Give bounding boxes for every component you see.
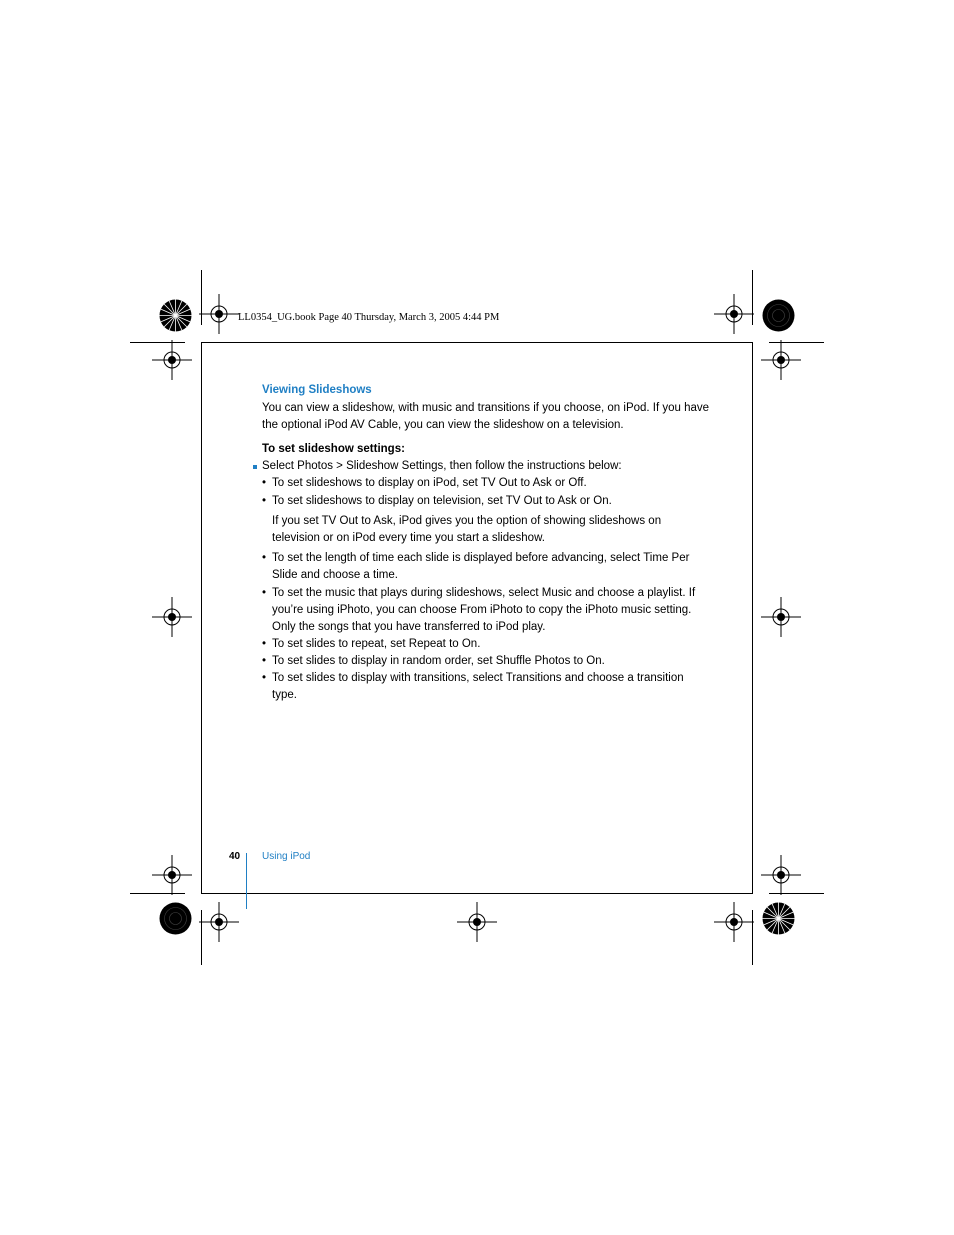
list-item-line: you’re using iPhoto, you can choose From iPhoto to copy the iPhoto music setting. [272, 604, 692, 616]
note-line: If you set TV Out to Ask, iPod gives you the option of showing slideshows on [272, 515, 662, 527]
list-item-line: To set slides to display with transitions, select Transitions and choose a transition [272, 672, 684, 684]
chapter-name: Using iPod [262, 851, 311, 862]
star-target-icon [762, 902, 795, 935]
intro-line: You can view a slideshow, with music and transitions if you choose, on iPod. If you have [262, 402, 710, 414]
bullet-dot-icon: • [262, 552, 267, 564]
intro-line: the optional iPod AV Cable, you can view the slideshow on a television. [262, 419, 624, 431]
task-title: To set slideshow settings: [262, 443, 405, 455]
bullet-dot-icon: • [262, 655, 267, 667]
slug-line: LL0354_UG.book Page 40 Thursday, March 3, 2005 4:44 PM [238, 312, 500, 323]
frame-bottom [201, 893, 753, 894]
frame-left [201, 342, 202, 894]
frame-top [201, 342, 753, 343]
bullet-dot-icon: • [262, 587, 267, 599]
footer-rule [246, 853, 247, 909]
star-target-icon [762, 299, 795, 332]
list-item-line: To set slideshows to display on television, set TV Out to Ask or On. [272, 495, 612, 507]
list-item-line: Slide and choose a time. [272, 569, 398, 581]
bullet-dot-icon: • [262, 638, 267, 650]
star-target-icon [159, 299, 192, 332]
list-item-line: To set the music that plays during slideshows, select Music and choose a playlist. If [272, 587, 696, 599]
page-number: 40 [229, 851, 241, 862]
list-item-line: To set the length of time each slide is displayed before advancing, select Time Per [272, 552, 690, 564]
list-item-line: To set slideshows to display on iPod, set TV Out to Ask or Off. [272, 477, 587, 489]
list-item-line: Only the songs that you have transferred to iPod play. [272, 621, 546, 633]
list-item-line: type. [272, 689, 297, 701]
list-item-line: To set slides to display in random order, set Shuffle Photos to On. [272, 655, 605, 667]
frame-right [752, 342, 753, 894]
bullet-dot-icon: • [262, 477, 267, 489]
list-item-line: To set slides to repeat, set Repeat to On. [272, 638, 481, 650]
note-line: television or on iPod every time you start a slideshow. [272, 532, 545, 544]
step-text: Select Photos > Slideshow Settings, then follow the instructions below: [262, 460, 622, 472]
star-target-icon [159, 902, 192, 935]
step-bullet-icon [253, 465, 257, 469]
section-heading: Viewing Slideshows [262, 384, 372, 396]
bullet-dot-icon: • [262, 672, 267, 684]
bullet-dot-icon: • [262, 495, 267, 507]
